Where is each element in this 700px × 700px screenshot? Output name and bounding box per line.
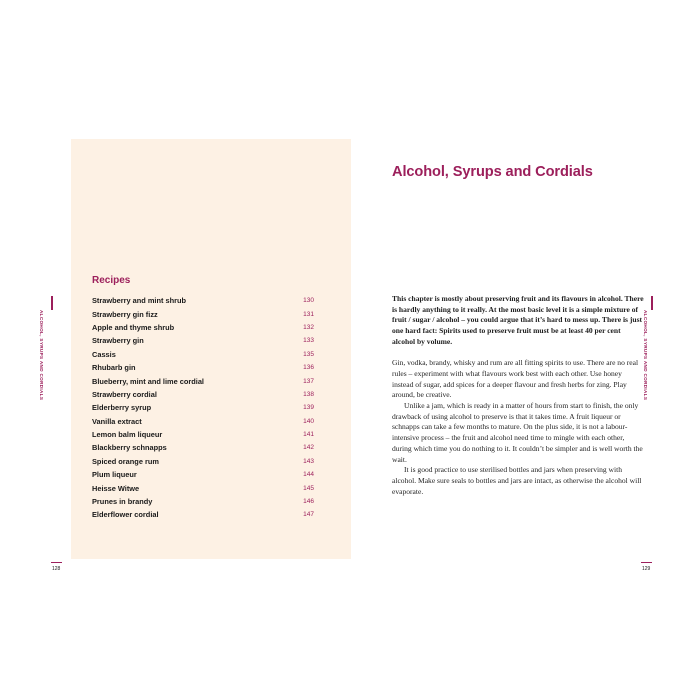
recipe-page-number: 146 bbox=[303, 498, 314, 506]
recipe-row[interactable] bbox=[92, 321, 314, 334]
recipe-name: Vanilla extract bbox=[92, 416, 142, 426]
recipe-page-number: 139 bbox=[303, 404, 314, 412]
recipe-name: Spiced orange rum bbox=[92, 456, 159, 466]
recipe-name: Strawberry gin fizz bbox=[92, 309, 158, 319]
recipe-row[interactable] bbox=[92, 441, 314, 454]
recipe-page-number: 140 bbox=[303, 417, 314, 425]
body-paragraph: Unlike a jam, which is ready in a matter of hours from start to finish, the only drawback of using alcohol to preserve is that it takes time. A fruit liqueur or schnapps can take a few months to mature. On the plus side, it is not a labour-intensive process – the fruit and alcohol need time to mingle with each other, during which time you do nothing to it. It couldn’t be simpler and is well worth the wait. bbox=[392, 401, 643, 464]
page-number-left: 128 bbox=[52, 566, 61, 572]
recipe-name: Heisse Witwe bbox=[92, 483, 140, 493]
recipe-name: Strawberry gin bbox=[92, 336, 144, 346]
body-text bbox=[392, 294, 645, 497]
body-paragraph: It is good practice to use sterilised bottles and jars when preserving with alcohol. Make sure seals to bottles and jars are intact, as otherwise the alcohol will evaporate. bbox=[392, 465, 642, 496]
recipe-row[interactable] bbox=[92, 508, 314, 521]
recipe-page-number: 142 bbox=[303, 444, 314, 452]
recipe-page-number: 136 bbox=[303, 364, 314, 372]
recipe-page-number: 147 bbox=[303, 511, 314, 519]
recipe-row[interactable] bbox=[92, 348, 314, 361]
folio-rule bbox=[51, 562, 62, 563]
recipe-name: Blueberry, mint and lime cordial bbox=[92, 376, 204, 386]
intro-paragraph: This chapter is mostly about preserving fruit and its flavours in alcohol. There is hardly anything to it really. At the most basic level it is a simple mixture of fruit / sugar / alcohol – you could argue that it’s hard to mess up. There is just one hard fact: Spirits used to preserve fruit must be at least 40 per cent alcohol by volume. bbox=[392, 294, 644, 346]
recipe-row[interactable] bbox=[92, 428, 314, 441]
body-paragraph: Gin, vodka, brandy, whisky and rum are all fitting spirits to use. There are no real rules – experiment with what flavours work best with each other. Use honey instead of sugar, add spices for a deeper flavour and fresh herbs for zing. Play around, be creative. bbox=[392, 358, 639, 400]
recipe-page-number: 132 bbox=[303, 323, 314, 331]
recipe-row[interactable] bbox=[92, 388, 314, 401]
recipe-name: Cassis bbox=[92, 349, 116, 359]
recipe-name: Elderflower cordial bbox=[92, 510, 159, 520]
recipe-page-number: 131 bbox=[303, 310, 314, 318]
recipe-row[interactable] bbox=[92, 481, 314, 494]
page-number-right: 129 bbox=[642, 566, 651, 572]
recipe-row[interactable] bbox=[92, 415, 314, 428]
recipe-row[interactable] bbox=[92, 294, 314, 307]
recipe-row[interactable] bbox=[92, 361, 314, 374]
recipe-page-number: 144 bbox=[303, 471, 314, 479]
recipe-page-number: 130 bbox=[303, 297, 314, 305]
recipe-name: Prunes in brandy bbox=[92, 497, 153, 507]
side-label-right: ALCOHOL, SYRUPS AND CORDIALS bbox=[643, 310, 648, 401]
chapter-title: Alcohol, Syrups and Cordials bbox=[392, 164, 593, 180]
recipe-page-number: 133 bbox=[303, 337, 314, 345]
recipe-row[interactable] bbox=[92, 334, 314, 347]
folio-rule bbox=[641, 562, 652, 563]
recipe-page-number: 143 bbox=[303, 457, 314, 465]
recipe-list bbox=[92, 294, 314, 522]
recipe-name: Lemon balm liqueur bbox=[92, 430, 163, 440]
recipe-row[interactable] bbox=[92, 307, 314, 320]
side-tab-bar bbox=[651, 296, 653, 310]
recipe-row[interactable] bbox=[92, 455, 314, 468]
recipe-name: Blackberry schnapps bbox=[92, 443, 167, 453]
recipe-name: Rhubarb gin bbox=[92, 363, 136, 373]
side-tab-bar bbox=[51, 296, 53, 310]
recipe-name: Apple and thyme shrub bbox=[92, 322, 175, 332]
recipe-name: Strawberry and mint shrub bbox=[92, 296, 187, 306]
side-label-left: ALCOHOL, SYRUPS AND CORDIALS bbox=[39, 310, 44, 401]
section-title-recipes: Recipes bbox=[92, 275, 131, 286]
recipe-row[interactable] bbox=[92, 495, 314, 508]
recipe-page-number: 145 bbox=[303, 484, 314, 492]
recipe-page-number: 137 bbox=[303, 377, 314, 385]
recipe-row[interactable] bbox=[92, 401, 314, 414]
recipe-page-number: 135 bbox=[303, 350, 314, 358]
recipe-name: Strawberry cordial bbox=[92, 389, 157, 399]
recipe-row[interactable] bbox=[92, 468, 314, 481]
recipe-name: Plum liqueur bbox=[92, 470, 137, 480]
recipe-page-number: 138 bbox=[303, 390, 314, 398]
recipe-page-number: 141 bbox=[303, 431, 314, 439]
recipe-row[interactable] bbox=[92, 374, 314, 387]
recipe-name: Elderberry syrup bbox=[92, 403, 152, 413]
